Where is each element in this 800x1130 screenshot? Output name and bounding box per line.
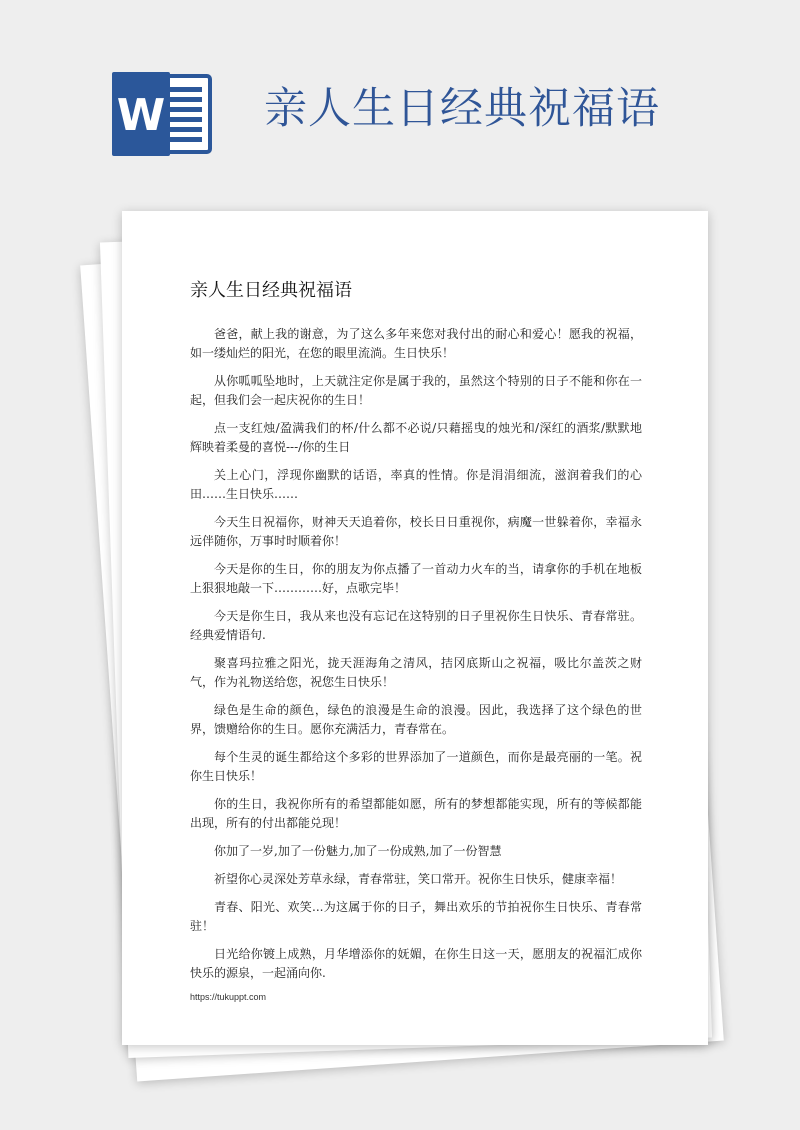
word-icon-letter: W <box>116 90 166 141</box>
paragraph: 青春、阳光、欢笑...为这属于你的日子，舞出欢乐的节拍祝你生日快乐、青春常驻！ <box>190 900 642 933</box>
paragraph: 你的生日，我祝你所有的希望都能如愿，所有的梦想都能实现，所有的等候都能出现，所有的付出都能兑现！ <box>190 797 642 830</box>
footer-url: https://tukuppt.com <box>190 992 267 1002</box>
paragraph: 今天生日祝福你，财神天天追着你，校长日日重视你，病魔一世躲着你，幸福永远伴随你，万事时时顺着你！ <box>190 515 642 548</box>
paragraph: 日光给你镀上成熟，月华增添你的妩媚，在你生日这一天，愿朋友的祝福汇成你快乐的源泉，一起涌向你. <box>190 947 642 980</box>
paragraph: 从你呱呱坠地时，上天就注定你是属于我的，虽然这个特别的日子不能和你在一起，但我们会一起庆祝你的生日！ <box>190 374 642 407</box>
paragraph: 爸爸，献上我的谢意，为了这么多年来您对我付出的耐心和爱心！愿我的祝福，如一缕灿烂的阳光，在您的眼里流淌。生日快乐！ <box>190 327 642 360</box>
paragraph: 关上心门，浮现你幽默的话语，率真的性情。你是涓涓细流，滋润着我们的心田……生日快乐…… <box>190 468 642 501</box>
paragraph: 聚喜玛拉雅之阳光，拢天涯海角之清风，拮冈底斯山之祝福，吸比尔盖茨之财气，作为礼物送给您，祝您生日快乐！ <box>190 656 642 689</box>
document-body <box>190 325 642 992</box>
word-document-icon <box>112 72 212 156</box>
paragraph: 祈望你心灵深处芳草永绿，青春常驻，笑口常开。祝你生日快乐，健康幸福！ <box>214 872 623 886</box>
paragraph: 每个生灵的诞生都给这个多彩的世界添加了一道颜色，而你是最亮丽的一笔。祝你生日快乐！ <box>190 750 642 783</box>
paragraph: 点一支红烛/盈满我们的杯/什么都不必说/只藉摇曳的烛光和/深红的酒浆/默默地辉映着柔曼的喜悦---/你的生日 <box>190 421 642 454</box>
paragraph: 今天是你生日，我从来也没有忘记在这特别的日子里祝你生日快乐、青春常驻。经典爱情语句. <box>190 609 642 642</box>
paragraph: 你加了一岁,加了一份魅力,加了一份成熟,加了一份智慧 <box>214 844 502 858</box>
paragraph: 今天是你的生日，你的朋友为你点播了一首动力火车的当，请拿你的手机在地板上狠狠地敲一下…………好，点歌完毕！ <box>190 562 642 595</box>
paragraph: 绿色是生命的颜色，绿色的浪漫是生命的浪漫。因此，我选择了这个绿色的世界，馈赠给你的生日。愿你充满活力，青春常在。 <box>190 703 642 736</box>
banner-title: 亲人生日经典祝福语 <box>264 84 660 134</box>
document-title: 亲人生日经典祝福语 <box>190 280 352 301</box>
